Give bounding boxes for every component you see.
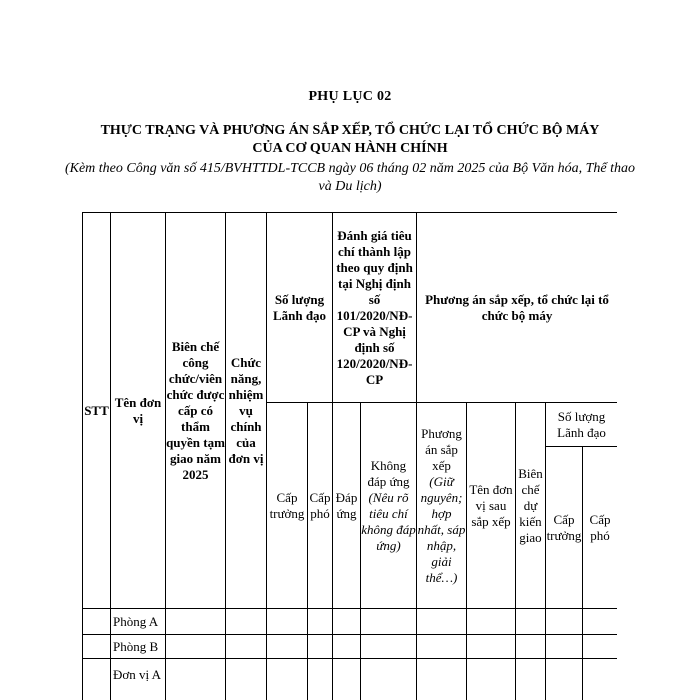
th-plan: Phương án sắp xếp, tổ chức lại tổ chức bộ máy bbox=[417, 213, 618, 403]
th-plan-option-note: (Giữ nguyên; hợp nhất, sáp nhập, giải thể…) bbox=[417, 473, 466, 585]
cell-stt bbox=[83, 659, 111, 700]
th-leader-deputy: Cấp phó bbox=[308, 403, 333, 609]
th-plan-option bbox=[417, 403, 467, 609]
header-row-1 bbox=[83, 213, 618, 403]
th-eval-not-meets-label: Không đáp ứng bbox=[367, 457, 410, 489]
th-eval-not-meets bbox=[361, 403, 417, 609]
structure-table bbox=[82, 212, 617, 700]
table-container bbox=[82, 212, 617, 700]
th-eval-not-meets-note: (Nêu rõ tiêu chí không đáp ứng) bbox=[361, 489, 416, 553]
th-plan-head: Cấp trưởng bbox=[546, 447, 583, 609]
th-plan-staffing: Biên chế dự kiến giao bbox=[516, 403, 546, 609]
th-plan-deputy: Cấp phó bbox=[583, 447, 618, 609]
cell-unit-name: Phòng A bbox=[111, 609, 166, 635]
table-row bbox=[83, 635, 618, 659]
document-title bbox=[60, 122, 640, 158]
th-leaders: Số lượng Lãnh đạo bbox=[267, 213, 333, 403]
th-evaluation: Đánh giá tiêu chí thành lập theo quy định tại Nghị định số 101/2020/NĐ-CP và Nghị định số 120/2020/NĐ-CP bbox=[333, 213, 417, 403]
annex-label: PHỤ LỤC 02 bbox=[308, 89, 392, 104]
th-leader-head: Cấp trưởng bbox=[267, 403, 308, 609]
cell-unit-name: Đơn vị A bbox=[111, 659, 166, 700]
th-eval-meets: Đáp ứng bbox=[333, 403, 361, 609]
th-plan-option-label: Phương án sắp xếp bbox=[421, 425, 462, 473]
table-row bbox=[83, 609, 618, 635]
th-plan-new-name: Tên đơn vị sau sắp xếp bbox=[467, 403, 516, 609]
cell-unit-name: Phòng B bbox=[111, 635, 166, 659]
th-staffing: Biên chế công chức/viên chức được cấp có thẩm quyền tạm giao năm 2025 bbox=[166, 213, 226, 609]
th-functions: Chức năng, nhiệm vụ chính của đơn vị bbox=[226, 213, 267, 609]
cell-stt bbox=[83, 635, 111, 659]
title-line-2: CỦA CƠ QUAN HÀNH CHÍNH bbox=[252, 141, 448, 156]
document-subtitle: (Kèm theo Công văn số 415/BVHTTDL-TCCB ngày 06 tháng 02 năm 2025 của Bộ Văn hóa, Thể thao và Du lịch) bbox=[64, 161, 636, 194]
cell-stt bbox=[83, 609, 111, 635]
th-stt: STT bbox=[83, 213, 111, 609]
th-unit-name: Tên đơn vị bbox=[111, 213, 166, 609]
th-plan-leaders: Số lượng Lãnh đạo bbox=[546, 403, 618, 447]
table-row bbox=[83, 659, 618, 700]
title-line-1: THỰC TRẠNG VÀ PHƯƠNG ÁN SẮP XẾP, TỔ CHỨC LẠI TỔ CHỨC BỘ MÁY bbox=[100, 123, 600, 138]
